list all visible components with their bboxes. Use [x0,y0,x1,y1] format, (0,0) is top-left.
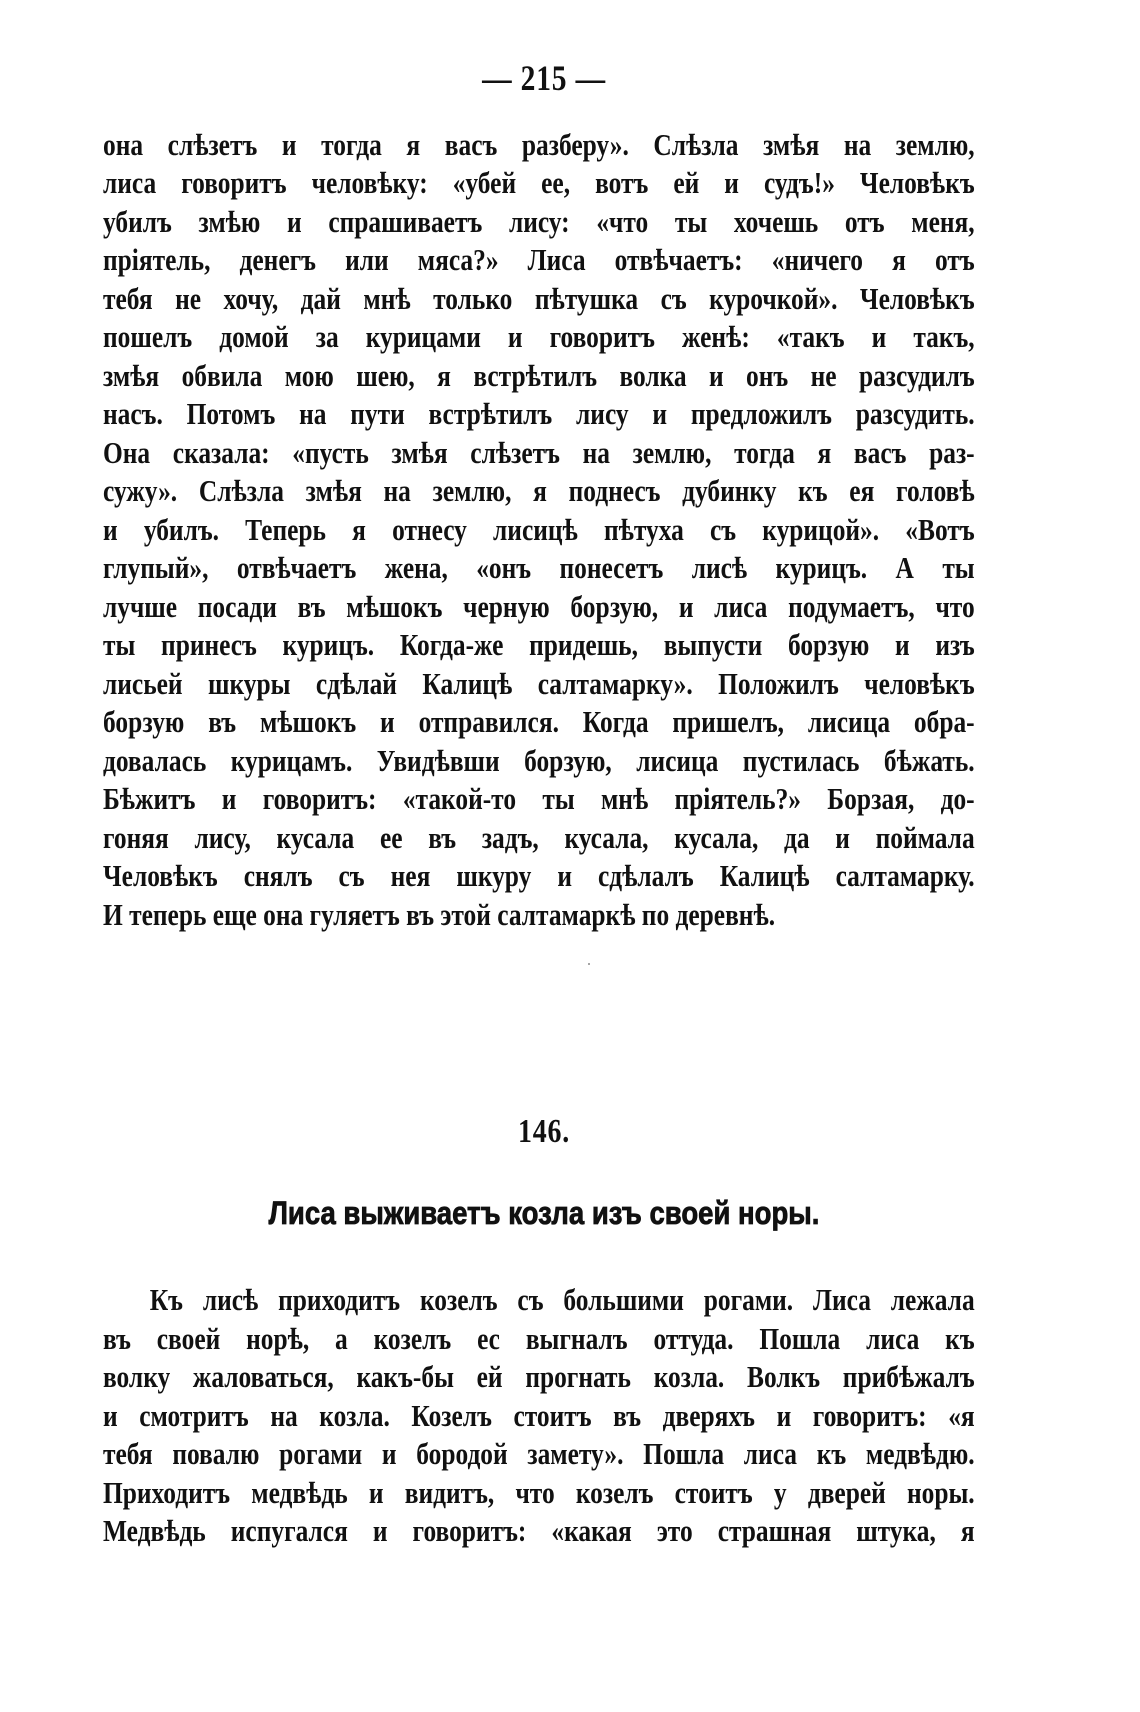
text-line: борзую въ мѣшокъ и отправился. Когда пришелъ, лисица обра- [103,704,975,739]
text-line: и смотритъ на козла. Козелъ стоитъ въ дверяхъ и говоритъ: «я [103,1398,975,1433]
text-line: убилъ змѣю и спрашиваетъ лису: «что ты хочешь отъ меня, [103,204,975,239]
text-line: Медвѣдь испугался и говоритъ: «какая это страшная штука, я [103,1513,975,1548]
text-line: гоняя лису, кусала ее въ задъ, кусала, кусала, да и поймала [103,820,975,855]
text-line: волку жаловаться, какъ-бы ей прогнать козла. Волкъ прибѣжалъ [103,1359,975,1394]
text-line: тебя повалю рогами и бородой замету». Пошла лиса къ медвѣдю. [103,1436,975,1471]
text-line: въ своей норѣ, а козелъ ес выгналъ оттуда. Пошла лиса къ [103,1321,975,1356]
text-line: Она сказала: «пусть змѣя слѣзетъ на землю, тогда я васъ раз- [103,435,975,470]
text-line: И теперь еще она гуляетъ въ этой салтамаркѣ по деревнѣ. [103,897,776,932]
text-line: тебя не хочу, дай мнѣ только пѣтушка съ курочкой». Человѣкъ [103,281,975,316]
text-line: лисьей шкуры сдѣлай Калицѣ салтамарку». Положилъ человѣкъ [103,666,975,701]
text-line: сужу». Слѣзла змѣя на землю, я поднесъ дубинку къ ея головѣ [103,473,975,508]
text-line: Бѣжитъ и говоритъ: «такой-то ты мнѣ пріятель?» Борзая, до- [103,781,975,816]
text-line: и убилъ. Теперь я отнесу лисицѣ пѣтуха съ курицой». «Вотъ [103,512,975,547]
page-number: — 215 — [482,58,606,98]
text-line: Къ лисѣ приходитъ козелъ съ большими рогами. Лиса лежала [149,1282,975,1317]
text-line: лучше посади въ мѣшокъ черную борзую, и лиса подумаетъ, что [103,589,975,624]
text-line: довалась курицамъ. Увидѣвши борзую, лисица пустилась бѣжать. [103,743,975,778]
text-line: Приходитъ медвѣдь и видитъ, что козелъ стоитъ у дверей норы. [103,1475,975,1510]
text-line: пріятель, денегъ или мяса?» Лиса отвѣчаетъ: «ничего я отъ [103,242,975,277]
story-title: Лиса выживаетъ козла изъ своей норы. [268,1195,820,1231]
text-line: насъ. Потомъ на пути встрѣтилъ лису и предложилъ разсудить. [103,396,975,431]
text-line: она слѣзетъ и тогда я васъ разберу». Слѣзла змѣя на землю, [103,127,975,162]
text-line: Человѣкъ снялъ съ нея шкуру и сдѣлалъ Калицѣ салтамарку. [103,858,975,893]
story-number: 146. [517,1113,571,1150]
text-line: пошелъ домой за курицами и говоритъ женѣ: «такъ и такъ, [103,319,975,354]
text-line: змѣя обвила мою шею, я встрѣтилъ волка и онъ не разсудилъ [103,358,975,393]
scan-speck [588,963,590,965]
text-line: ты принесъ курицъ. Когда-же придешь, выпусти борзую и изъ [103,627,975,662]
text-line: глупый», отвѣчаетъ жена, «онъ понесетъ лисѣ курицъ. А ты [103,550,975,585]
text-line: лиса говоритъ человѣку: «убей ее, вотъ ей и судъ!» Человѣкъ [103,165,975,200]
